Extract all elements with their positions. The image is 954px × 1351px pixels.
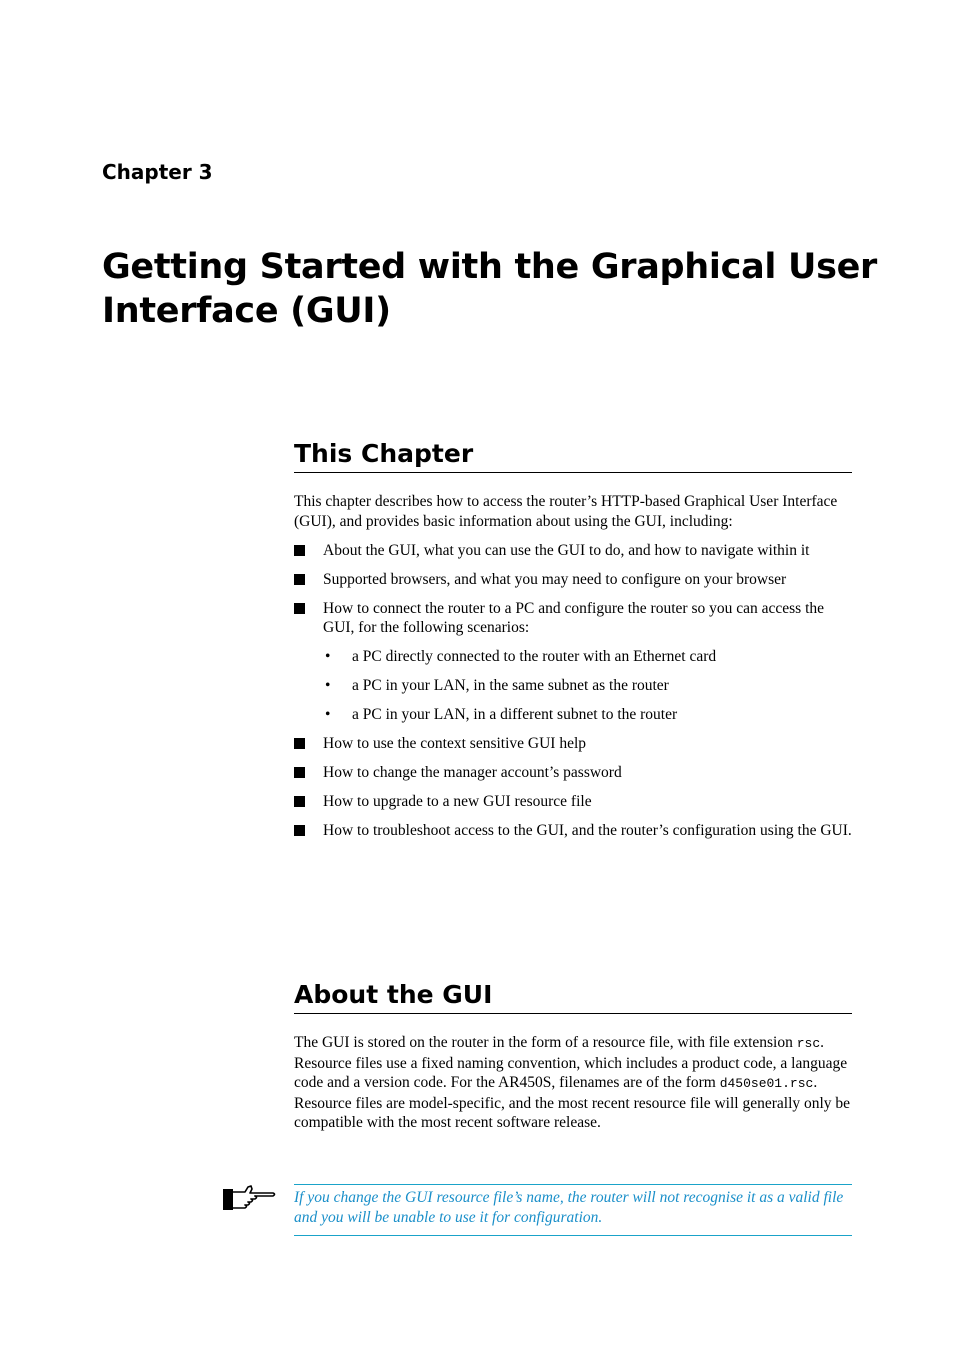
section-heading-this-chapter: This Chapter	[294, 437, 852, 473]
bullet-list	[294, 541, 852, 841]
pointing-hand-icon	[221, 1183, 277, 1213]
square-bullet-icon	[294, 825, 305, 836]
code-rsc: rsc	[796, 1036, 821, 1051]
square-bullet-icon	[294, 796, 305, 807]
note-text: If you change the GUI resource file’s name, the router will not recognise it as a valid file and you will be unable to use it for configuration.	[294, 1189, 844, 1226]
sub-bullet-list	[323, 647, 852, 725]
round-bullet-icon: •	[325, 648, 331, 665]
chapter-label: Chapter 3	[102, 160, 213, 184]
section-intro: This chapter describes how to access the router’s HTTP-based Graphical User Interface (GUI), and provides basic information about using the GUI, including:	[294, 493, 838, 530]
round-bullet-icon: •	[325, 677, 331, 694]
section-about-the-gui	[294, 978, 852, 1133]
chapter-title: Getting Started with the Graphical User Interface (GUI)	[102, 247, 878, 331]
list-item: Supported browsers, and what you may need to configure on your browser	[294, 570, 852, 590]
list-item: How to upgrade to a new GUI resource file	[294, 792, 852, 812]
section-heading-about-the-gui: About the GUI	[294, 978, 852, 1014]
square-bullet-icon	[294, 545, 305, 556]
note-box	[294, 1184, 852, 1236]
square-bullet-icon	[294, 574, 305, 585]
list-item: How to change the manager account’s password	[294, 763, 852, 783]
list-item: How to use the context sensitive GUI help	[294, 734, 852, 754]
sub-list-item: • a PC in your LAN, in a different subnet to the router	[325, 706, 678, 723]
sub-list-item: • a PC in your LAN, in the same subnet as the router	[325, 677, 669, 694]
round-bullet-icon: •	[325, 706, 331, 723]
code-filename: d450se01.rsc	[719, 1076, 814, 1091]
list-item: About the GUI, what you can use the GUI to do, and how to navigate within it	[294, 541, 852, 561]
square-bullet-icon	[294, 767, 305, 778]
about-gui-paragraph: The GUI is stored on the router in the form of a resource file, with file extension rsc. Resource files use a fixed naming convention, which includes a product code, a language code and a version code. For the AR450S, filenames are of the form d450se01.rsc. Resource files are model-specific, and the most recent resource file will generally only be compatible with the most recent software release.	[294, 1034, 851, 1131]
square-bullet-icon	[294, 738, 305, 749]
list-item: How to connect the router to a PC and configure the router so you can access the GUI, for the following scenarios: • a PC directly connected to the router with an Ethernet card • a PC in your LAN, in the same subnet as the router • a PC in your LAN, in a different subnet to the router	[294, 599, 852, 725]
section-this-chapter	[294, 437, 852, 841]
square-bullet-icon	[294, 603, 305, 614]
sub-list-item: • a PC directly connected to the router with an Ethernet card	[325, 648, 717, 665]
list-item: How to troubleshoot access to the GUI, and the router’s configuration using the GUI.	[294, 821, 852, 841]
